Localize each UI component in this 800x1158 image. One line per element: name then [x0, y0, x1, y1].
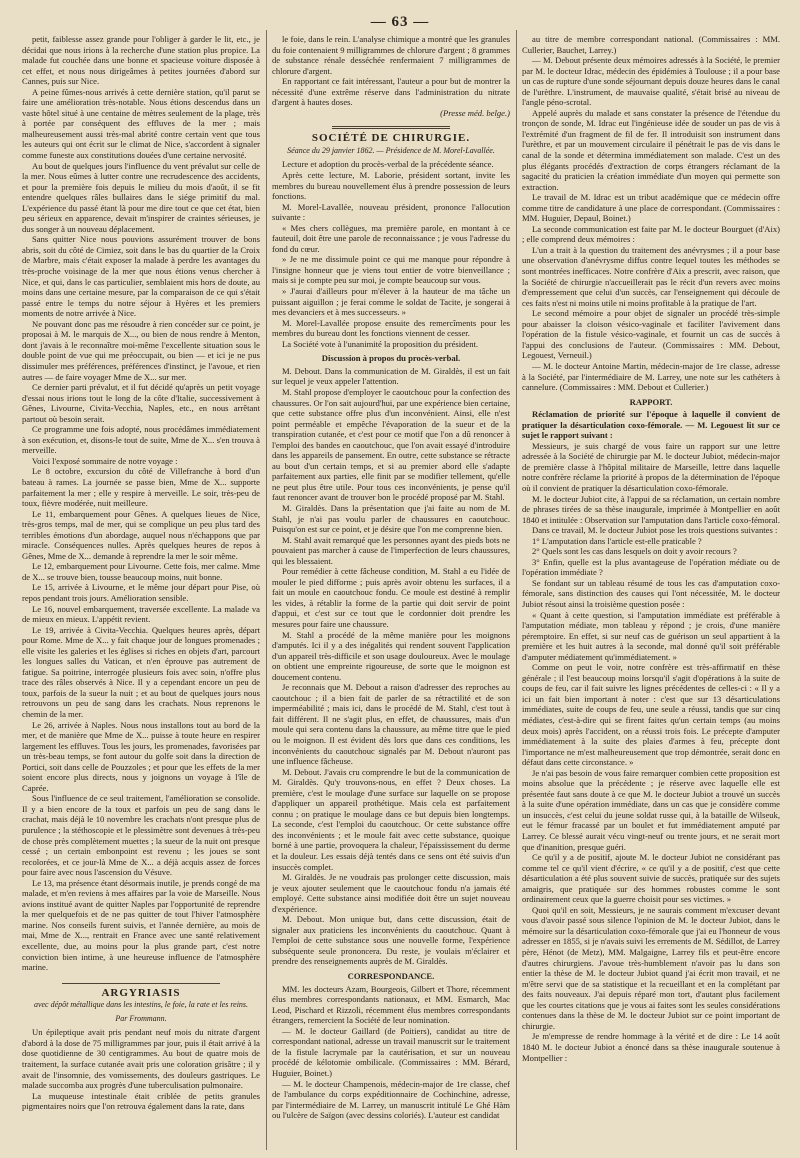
paragraph: Appelé auprès du malade et sans constater la présence de l'étendue du tronçon de sonde, M. Idrac eut l'ingénieuse idée de souder un pas de vis à l'extrémité d'un fragment de fil de fer. Il introduisit son instrument dans l'urèthre, et par un mouvement circulaire il pénétrait le pas de vis dans le canal de la sonde et détermina immédiatement son malade. C'est un des plus élégants procédés d'extraction de corps étrangers réclamant de la sagacité du praticien la création immédiate d'un moyen qui permette son extraction. [522, 107, 780, 192]
section-divider [332, 122, 450, 129]
correspondence-continued [522, 34, 780, 393]
paragraph: 2° Quels sont les cas dans lesquels on doit y avoir recours ? [532, 546, 737, 557]
paragraph: M. Debout. J'avais cru comprendre le but de la communication de M. Giraldès. Qu'y trouvons-nous, en effet ? Deux choses. La première, c'est le moulage d'une surface sur laquelle on se propose d'appliquer un appareil prothétique. Mais cela est parfaitement connu ; on pratique le moulage dans ce but depuis bien longtemps. La seconde, c'est l'emploi du caoutchouc. Or cette substance offre des inconvénients ; et le moule fait avec cette substance, quoique borné à une partie, provoquera la chaleur, l'épaississement du derme et la douleur. Les essais déjà tentés dans ce sens ont été suivis d'un insuccès complet. [272, 766, 510, 872]
paragraph: M. Debout. Dans la communication de M. Giraldès, il est un fait sur lequel je veux appeler l'attention. [272, 365, 510, 387]
paragraph: Le 11, embarquement pour Gênes. A quelques lieues de Nice, très-gros temps, mal de mer, qui se complique un peu plus tard des terribles émotions d'un abordage, auquel nous n'échappons que par miracle. Conséquences nulles. Après quelques heures de repos à Gênes, Mme de X... demande à reprendre la mer le soir même. [22, 508, 260, 561]
paragraph: Messieurs, je suis chargé de vous faire un rapport sur une lettre adressée à la Société de chirurgie par M. le docteur Jubiot, médecin-major de première classe à l'hôpital militaire de Marseille, lettre dans laquelle notre confrère réclame la priorité à propos de la détermination de l'époque où il convient de pratiquer la désarticulation coxo-fémorale. [522, 440, 780, 493]
correspondence-text [272, 984, 510, 1121]
paragraph: La muqueuse intestinale était criblée de petits granules pigmentaires noirs que l'on retrouva également dans la rate, dans [22, 1090, 260, 1112]
paragraph: Le 15, arrivée à Livourne, et le même jour départ pour Pise, où repos pendant trois jours. Amélioration sensible. [22, 582, 260, 603]
paragraph: M. Stahl a procédé de la même manière pour les moignons d'amputés. Ici il y a des inégalités qui rendent souvent l'application d'un appareil très-difficile et son usage douloureux. Avec le moulage on obtient une empreinte rigoureuse, de sorte que le moignon est doucement contenu. [272, 629, 510, 682]
session-heading: Séance du 29 janvier 1862. — Présidence de M. Morel-Lavallée. [287, 145, 495, 155]
paragraph: Un épileptique avait pris pendant neuf mois du nitrate d'argent d'abord à la dose de 75 milligrammes par jour, puis il était arrivé à la dose quotidienne de 30 centigrammes. Au bout de quatre mois de traitement, la surface cutanée avait pris une coloration grisâtre ; il y avait de l'insomnie, des vomissements, des douleurs gastriques. Le malade succomba aux progrès d'une tuberculisation pulmonaire. [22, 1027, 260, 1091]
paragraph: Le 13, ma présence étant désormais inutile, je prends congé de ma malade, et m'en reviens à mes affaires par la voie de Marseille. Nous avions institué avant de quitter Naples par l'opportunité de reprendre la mer quelquefois et de ne pas quitter de tout l'hiver l'atmosphère marine. Nos conseils furent suivis, et l'année dernière, au mois de mai, Mme de X..., rentrait en France avec une santé relativement excellente, due, au moins pour la plus grande part, c'est notre conviction bien intime, à une heureuse influence de l'atmosphère marine. [22, 877, 260, 973]
paragraph: La Société vote à l'unanimité la proposition du président. [282, 338, 479, 349]
column-rule [266, 30, 267, 1150]
paragraph: M. Stahl avait remarqué que les personnes ayant des pieds bots ne pouvaient pas marcher à cause de l'imperfection de leurs chaussures, qui les blessaient. [272, 534, 510, 566]
paragraph: Le 16, nouvel embarquement, traversée excellente. La malade va de mieux en mieux. L'appétit revient. [22, 603, 260, 625]
paragraph: — M. Debout présente deux mémoires adressés à la Société, le premier par M. le docteur Idrac, médecin des épidémies à Toulouse ; il a pour base un cas de rupture d'une sonde séjournant depuis douze heures dans le canal de l'urèthre. L'instrument, de mauvaise qualité, s'était brisé au niveau de l'angle péno-scrotal. [522, 55, 780, 108]
paragraph: Le 19, arrivée à Civita-Vecchia. Quelques heures après, départ pour Rome. Mme de X... y fait chaque jour de longues promenades ; elle visite les galeries et les églises si riches en objets d'art, parcourt les longues salles du Vatican, et n'en éprouve pas autrement de fatigue. Sa poitrine, interrogée plusieurs fois avec soin, n'offre plus trace des râles observés à Nice. Il y a cependant encore un peu de toux, parfois de la sueur la nuit ; et au bout de quelques jours nous retrouvons un peu de sang dans les crachats. Nous reprenons le chemin de la mer. [22, 624, 260, 719]
source-citation: (Presse méd. belge.) [440, 107, 510, 118]
paragraph: MM. les docteurs Azam, Bourgeois, Gilbert et Thore, récemment élus membres correspondants nationaux, et MM. Esmarch, Mac Leod, Pischard et Rizzoli, récemment élus membres correspondants étrangers, remercient la Société de leur nomination. [272, 983, 510, 1026]
paragraph: « Quant à cette question, si l'amputation immédiate est préférable à l'amputation médiate, mon tableau y répond ; je crois, d'une manière péremptoire. En effet, si sur neuf cas de guérison un seul appartient à la première et les huit autres à la seconde, mal donné qu'il soit préférable d'amputer médiatement qu'immédiatement. » [522, 609, 780, 662]
paragraph: M. Giraldès. Je ne voudrais pas prolonger cette discussion, mais je veux ajouter seulement que le caoutchouc fondu n'a jamais été employé. Cette substance ainsi modifiée doit être un sujet nouveau d'expérience. [272, 872, 510, 914]
paragraph: M. Morel-Lavallée propose ensuite des remercîments pour les membres du bureau dont les fonctions viennent de cesser. [272, 317, 510, 339]
column-3 [522, 34, 780, 1146]
paragraph: Je m'empresse de rendre hommage à la vérité et de dire : Le 14 août 1840 M. le docteur Jubiot a énoncé dans sa thèse inaugurale soutenue à Montpellier : [522, 1031, 780, 1063]
page-number: — 63 — [370, 14, 430, 30]
column-1 [22, 34, 260, 1146]
report-heading: Réclamation de priorité sur l'époque à laquelle il convient de pratiquer la désarticulation coxo-fémorale. — M. Legouest lit sur ce sujet le rapport suivant : [522, 409, 780, 441]
paragraph: 3° Enfin, quelle est la plus avantageuse de l'opération médiate ou de l'opération immédiate ? [522, 556, 780, 578]
paragraph: M. Stahl propose d'employer le caoutchouc pour la confection des chaussures. Or l'on sait aujourd'hui, par une expérience bien certaine, que cette substance offre plus d'un inconvénient. Ainsi, elle n'est point perméable et empêche l'évaporation de la sueur et de la transpiration cutanée, et c'est pour ce motif que l'on a dû renoncer à l'emploi des bandes en caoutchouc, que l'on avait essayé d'introduire dans les appareils de pansement. En outre, cette substance se rétracte au bout d'un certain temps, et si au premier abord elle s'adapte parfaitement aux parties, elle finit par se modifier tellement, qu'elle ne peut plus être utile. Pour tous ces inconvénients, je pense qu'il faut renoncer avant de trouver bon le procédé proposé par M. Stahl. [272, 386, 510, 503]
paragraph: » Je ne me dissimule point ce qui me manque pour répondre à l'insigne honneur que je viens tout entier de votre bienveillance ; mais si je compte peu sur moi, je compte beaucoup sur vous. [272, 254, 510, 286]
paragraph: M. Giraldès. Dans la présentation que j'ai faite au nom de M. Stahl, je n'ai pas voulu parler de chaussures en caoutchouc. Puisqu'on est sur ce point, et je désire que l'on me comprenne bien. [272, 502, 510, 535]
paragraph: Quoi qu'il en soit, Messieurs, je ne saurais comment m'excuser devant vous d'avoir passé sous silence l'opinion de M. le docteur Jubiot, dans le mémoire sur la désarticulation coxo-fémorale que j'ai eu l'honneur de vous adresser en 1855, si je n'avais suivi les errements de M. Sédillot, de Larrey père, Hénot (de Metz), MM. Malgaigne, Larrey fils et peut-être encore d'autres chirurgiens. J'avoue très-humblement n'avoir pas lu dans son entier la thèse de M. le docteur Jubiot quand j'ai écrit mon travail, et ne m'être servi que de sa statistique et la recueillant et en la complétant par des faits nouveaux. J'ai depuis réparé mon tort, d'autant plus facilement que les courtes citations que je vous ai faites sont les seules considérations contenues dans la thèse de M. le docteur Jubiot sur ce point important de chirurgie. [522, 904, 780, 1031]
paragraph: le foie, dans le rein. L'analyse chimique a montré que les granules du foie contenaient 9 milligrammes de chlorure d'argent ; 8 grammes de substance rénale desséchée renfermaient 7 milligrammes de chlorure d'argent. [272, 34, 510, 76]
report-title: RAPPORT. [629, 396, 673, 407]
paragraph: Ce qu'il y a de positif, ajoute M. le docteur Jubiot ne considérant pas comme tel ce qu'il vient d'écrire, « ce qu'il y a de positif, c'est que cette désarticulation a été plus souvent suivie de succès, pratiquée sur des sujets amaigris, que pratiquée sur des hommes robustes comme le sont ordinairement ceux que la guerre choisit pour ses victimes. » [522, 852, 780, 905]
paragraph: Ne pouvant donc pas me résoudre à rien concéder sur ce point, je proposai à M. le marquis de X..., ou bien de nous rendre à Menton, dont j'avais à le reconnaître moi-même l'excellente situation sous le double point de vue qui me préoccupait, ou bien — et ici je ne pus dissimuler mes préférences, préférences d'instinct, je l'avoue, et rien autres — de faire voyager Mme de X... sur mer. [22, 318, 260, 382]
section-divider [62, 977, 220, 984]
paragraph: L'un a trait à la question du traitement des anévrysmes ; il a pour base une observation d'anévrysme diffus contre lequel toutes les méthodes se sont montrées inefficaces. Notre confrère d'Aix a prescrit, avec raison, que la Société de chirurgie n'accueillerait pas le récit d'un revers avec moins d'empressement que celui d'un succès, car l'enseignement qui découle de ces faits n'est ni moins utile ni moins profitable à la pratique de l'art. [522, 244, 780, 308]
session-minutes [272, 159, 510, 349]
article-author: Par Frommann. [115, 1013, 167, 1023]
paragraph: — M. le docteur Champenois, médecin-major de 1re classe, chef de l'ambulance du corps expéditionnaire de Cochinchine, adresse, par l'intermédiaire de M. Larrey, un manuscrit intitulé Le Ghé Hàm ou l'ulcère de Saïgon (avec dessins coloriés). L'auteur est candidat [272, 1078, 510, 1121]
discussion-text [272, 366, 510, 967]
paragraph: Voici l'exposé sommaire de notre voyage : [32, 455, 178, 466]
paragraph: Le second mémoire a pour objet de signaler un procédé très-simple pour abaisser la cloison vésico-vaginale et faciliter l'avivement dans l'opération de la fistule vésico-vaginale, et fournit un cas de succès à l'appui des conclusions de l'auteur. (Commissaires : MM. Debout, Legouest, Verneuil.) [522, 308, 780, 361]
paragraph: Ce dernier parti prévalut, et il fut décidé qu'après un petit voyage d'essai nous irions tout le long de la côte d'Italie, successivement à Gênes, Livourne, Civita-Vecchia, Naples, etc., en nous arrêtant partout où besoin serait. [22, 382, 260, 424]
paragraph: Je n'ai pas besoin de vous faire remarquer combien cette proposition est moins absolue que la précédente ; je réserve avec laquelle elle est présentée faut sans doute à ce que M. le docteur Jubiot a trouvé un succès à la suite d'une opération immédiate, dans un cas que je considère comme un insuccès, c'est celui du jeune soldat russe qui, à la bataille de Wilseuk, eut le fémur fracassé par un boulet et fut immédiatement amputé par Larrey. Ce blessé aurait vécu vingt-neuf ou trente jours, et ne serait mort que d'inanition, presque guéri. [522, 767, 780, 852]
paragraph: Sous l'influence de ce seul traitement, l'amélioration se consolide. Il y a bien encore de la toux et parfois un peu de sang dans le crachat, mais déjà le 10 novembre les crachats n'ont presque plus de purulence ; la stéthoscopie et le plessimètre sont devenues à très-peu de chose près complètement muettes ; la sueur de la nuit ont presque cessé ; un certain embonpoint est revenu ; les joues se sont recolorées, et ce jour-là Mme de X... a déjà acquis assez de forces pour faire avec nous l'ascension du Vésuve. [22, 793, 260, 878]
case-report-text [22, 34, 260, 973]
column-rule [516, 30, 517, 1150]
paragraph: Le travail de M. Idrac est un tribut académique que ce médecin offre comme titre de candidature à une place de correspondant. (Commissaires : MM. Huguier, Depaul, Boinet.) [522, 192, 780, 224]
paragraph: » J'aurai d'ailleurs pour m'élever à la hauteur de ma tâche un puissant aiguillon ; je ferai comme le soldat de Tacite, je songerai à mes devanciers et à mes successeurs. » [272, 286, 510, 318]
paragraph: Je reconnais que M. Debout a raison d'adresser des reproches au caoutchouc ; il a bien fait de parler de sa rétractilité et de son imperméabilité ; mais ici, dans le procédé de M. Stahl, c'est tout à fait différent. Il ne s'agit plus, en effet, de chaussures, mais d'un moule qui sera contenu dans la chaussure, au même titre que le pied ou le moignon. Il est évident dès lors que dans ces conditions, les inconvénients du caoutchouc signalés par M. Debout n'auront pas une influence fâcheuse. [272, 682, 510, 767]
paragraph: La seconde communication est faite par M. le docteur Bourguet (d'Aix) ; elle comprend deux mémoires : [522, 223, 780, 245]
paragraph: Après cette lecture, M. Laborie, président sortant, invite les membres du bureau nouvellement élus à prendre possession de leurs fonctions. [272, 170, 510, 202]
paragraph: M. Morel-Lavallée, nouveau président, prononce l'allocution suivante : [272, 201, 510, 223]
paragraph: — M. le docteur Gaillard (de Poitiers), candidat au titre de correspondant national, adresse un travail manuscrit sur le traitement de la fistule lacrymale par la cautérisation, et sur un nouveau procédé de kélotomie ombilicale. (Commissaires : MM. Bérard, Huguier, Boinet.) [272, 1025, 510, 1078]
paragraph: A peine fûmes-nous arrivés à cette dernière station, qu'il parut se faire une amélioration très-notable. Nous étions descendus dans un vaste hôtel situé à une centaine de mètres seulement de la plage, très à portée par conséquent des effluves de la mer ; mais malheureusement aussi très-mal abrité contre certain vent que tous les auteurs qui ont écrit sur le climat de Nice, s'accordent à signaler comme funeste aux constitutions douées d'une certaine nervosité. [22, 86, 260, 161]
paragraph: Sans quitter Nice nous pouvions assurément trouver de bons abris, soit du côté de Cimiez, soit dans le bas du quartier de la Croix de Marbre, mais c'était exposer la malade à perdre les avantages du très-proche voisinage de la mer que nous étions venus chercher à Nice, et qui, dans le cas particulier, semblaient mis hors de doute, au moins dans une certaine mesure, par la comparaison de ce qui s'était passé entre le temps du notre séjour à Hyères et les premiers moments de notre arrivée à Nice. [22, 234, 260, 319]
paragraph: Dans ce travail, M. le docteur Jubiot pose les trois questions suivantes : [532, 525, 778, 536]
society-title: SOCIÉTÉ DE CHIRURGIE. [311, 132, 471, 145]
paragraph: petit, faiblesse assez grande pour l'obliger à garder le lit, etc., je décidai que nous irions à la recherche d'une station plus propice. La malade fut couchée dans une bonne et spacieuse voiture disposée à cet effet, et nous nous dirigeâmes à petites journées d'abord sur Cannes, puis sur Nice. [22, 34, 260, 87]
article-conclusion [272, 34, 510, 108]
paragraph: Pour remédier à cette fâcheuse condition, M. Stahl a eu l'idée de mouler le pied difforme ; puis après avoir obtenu les surfaces, il a fait un moule en caoutchouc fondu. Ce moule est destiné à remplir les vides, à rétablir la forme de la partie qui doit servir de point d'appui, et c'est sur ce tout que le cordonnier doit prendre les mesures pour faire une chaussure. [272, 566, 510, 629]
paragraph: Lecture et adoption du procès-verbal de la précédente séance. [282, 159, 494, 170]
paragraph: M. le docteur Jubiot cite, à l'appui de sa réclamation, un certain nombre de phrases tirées de sa thèse inaugurale, imprimée à Montpellier en août 1840 et intitulée : Observation sur l'amputation dans l'article coxo-fémoral. [522, 493, 780, 525]
paragraph: au titre de membre correspondant national. (Commissaires : MM. Cullerier, Bauchet, Larrey.) [522, 34, 780, 55]
discussion-title: Discussion à propos du procès-verbal. [321, 353, 461, 364]
correspondence-title: CORRESPONDANCE. [347, 971, 435, 982]
article-subtitle: avec dépôt métallique dans les intestins, le foie, la rate et les reins. [33, 1000, 249, 1010]
paragraph: Le 12, embarquement pour Livourne. Cette fois, mer calme. Mme de X... se trouve bien, tousse beaucoup moins, nuit bonne. [22, 561, 260, 582]
column-2 [272, 34, 510, 1146]
paragraph: M. Debout. Mon unique but, dans cette discussion, était de signaler aux praticiens les inconvénients du caoutchouc. Quant à l'emploi de cette substance sous une nouvelle forme, l'expérience subséquente seule prononcera. Du reste, je voulais m'éclairer et prendre des renseignements auprès de M. Giraldès. [272, 914, 510, 967]
article-title: ARGYRIASIS [101, 986, 181, 999]
paragraph: Le 8 octobre, excursion du côté de Villefranche à bord d'un bateau à rames. La journée se passe bien, Mme de X... supporte parfaitement la mer ; elle y respire à merveille. Le soir, très-peu de toux, fièvre modérée, nuit meilleure. [22, 466, 260, 509]
paragraph: — M. le docteur Antoine Martin, médecin-major de 1re classe, adresse à la Société, par l'intermédiaire de M. Larrey, une note sur les cathéters à cannelure. (Commissaires : MM. Debout et Cullerier.) [522, 360, 780, 393]
paragraph: « Mes chers collègues, ma première parole, en montant à ce fauteuil, doit être une parole de reconnaissance ; je vous l'adresse du fond du cœur. [272, 222, 510, 254]
paragraph: Comme on peut le voir, notre confrère est très-affirmatif en thèse générale ; il l'est beaucoup moins lorsqu'il s'agit d'opérations à la suite de coups de feu, car il fait suivre les lignes précédentes de celles-ci : « Il y a ici un fait bien important à noter : c'est que sur 13 désarticulations immédiates, suite de coups de feu, une seule a réussi, tandis que sur cinq médiates, c'est-à-dire qui se firent faites qu'un certain temps (au moins deux mois) après l'accident, on a réussi trois fois. Le précepte d'amputer immédiatement à la suite des plaies d'armes à feu, précepte dont l'importance ne m'est malheureusement que trop démontrée, serait donc en défaut dans cette circonstance. » [522, 662, 780, 768]
paragraph: Se fondant sur un tableau résumé de tous les cas d'amputation coxo-fémorale, sans distinction des causes qui l'ont nécessitée, M. le docteur Jubiot résout ainsi la troisième question posée : [522, 577, 780, 609]
report-body [522, 441, 780, 1063]
article-body [22, 1027, 260, 1111]
paragraph: En rapportant ce fait intéressant, l'auteur a pour but de montrer la nécessité d'une extrême réserve dans l'administration du nitrate d'argent à hautes doses. [272, 76, 510, 108]
paragraph: Ce programme une fois adopté, nous procédâmes immédiatement à son exécution, et, disons-le tout de suite, Mme de X... s'en trouva à merveille. [22, 424, 260, 456]
paragraph: Au bout de quelques jours l'influence du vent prévalut sur celle de la mer. Nous eûmes à lutter contre une recrudescence des accidents, et pour la première fois depuis le milieu du mois d'août, il se fit entendre quelques râles bullaires dans le siége primitif du mal. L'expérience du passé étant là pour me dire tout ce que cet état, bien peu sérieux en apparence, devait m'inspirer de craintes sérieuses, je dus songer à un nouveau déplacement. [22, 160, 260, 234]
paragraph: Le 26, arrivée à Naples. Nous nous installons tout au bord de la mer, et de manière que Mme de X... puisse à toute heure en respirer largement les effluves. Tous les jours, les promenades, favorisées par un très-beau temps, se font autour du golfe soit dans la direction de Portici, soit dans celle de Pouzzoles ; et pour que les effets de la mer soient encore plus directs, nous y joignons un voyage à l'île de Caprée. [22, 719, 260, 793]
paragraph: 1° L'amputation dans l'article est-elle praticable ? [532, 535, 702, 546]
